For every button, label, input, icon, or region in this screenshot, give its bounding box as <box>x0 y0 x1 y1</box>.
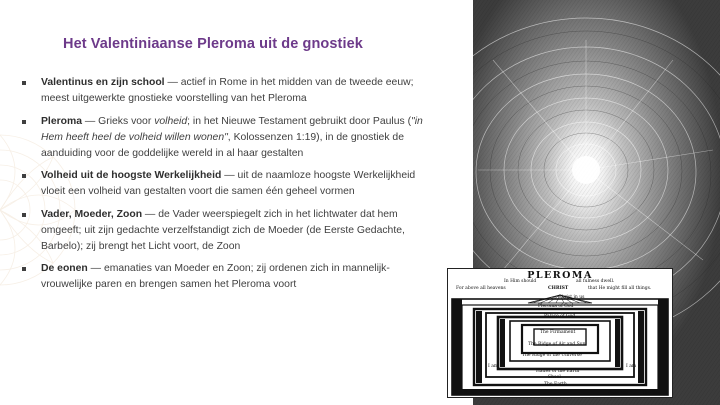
bullet-term: Valentinus en zijn school <box>41 77 165 88</box>
bullet-text: , Kolossenzen 1:19), in de gnostiek de aanduiding voor de goddelijke wereld in al haar gestalten <box>41 131 404 159</box>
diagram-label: Apes bright <box>488 391 515 396</box>
diagram-label: Pleroma of God <box>538 304 574 309</box>
bullet-emphasis: volheid <box>154 115 188 127</box>
diagram-label: The Earth <box>544 382 567 387</box>
diagram-label: In Him should <box>504 279 537 284</box>
diagram-label: The Ridge of Air and Sun <box>528 342 586 347</box>
bullet-term: Vader, Moeder, Zoon <box>41 208 143 220</box>
diagram-label: The Ridge of the Universe <box>522 353 582 358</box>
bullet-list <box>22 75 440 300</box>
bullet-icon <box>22 81 26 85</box>
diagram-label: Palace of God <box>544 314 576 319</box>
bullet-item <box>22 168 440 200</box>
pleroma-diagram <box>447 268 673 398</box>
bullet-text: — emanaties van Moeder en Zoon; zij ordenen zich in mannelijk-vrouwelijke paren en brengen samen het Pleroma voort <box>41 263 390 290</box>
bullet-item <box>22 75 440 107</box>
bullet-term: De eonen <box>41 263 88 274</box>
diagram-label: Apes sea <box>608 391 629 396</box>
bullet-icon <box>22 174 26 178</box>
diagram-label: that He might fill all things. <box>588 286 652 291</box>
bullet-text: — actief in Rome in het midden van de tweede eeuw; meest uitgewerkte gnostieke voorstelling van het Pleroma <box>41 77 414 104</box>
diagram-label: The Firmament <box>540 330 576 335</box>
bullet-text: ; in het Nieuwe Testament gebruikt door Paulus ( <box>187 115 412 127</box>
bullet-icon <box>22 213 26 217</box>
diagram-label: For above all heavens <box>456 286 506 291</box>
diagram-label: CHRIST <box>548 286 569 291</box>
bullet-text: — de Vader weerspiegelt zich in het lichtwater dat hem omgeeft; uit zijn gedachte verzelfstandigt zich de Moeder (de Eerste Gedachte, Barbelo); zij brengt het Licht voort, de Zoon <box>41 208 405 252</box>
bullet-term: Volheid uit de hoogste Werkelijkheid <box>41 170 222 181</box>
bullet-text: — Grieks voor <box>82 115 155 127</box>
diagram-label: Sheol <box>548 375 561 380</box>
bullet-text: — uit de naamloze hoogste Werkelijkheid vloeit een volheid van gestalten voort die samen één geheel vormen <box>41 170 416 197</box>
slide-title: Het Valentiniaanse Pleroma uit de gnostiek <box>63 36 363 52</box>
diagram-label: The Deep <box>454 391 476 396</box>
bullet-quote: "in Hem heeft heel de volheid willen wonen" <box>41 115 423 143</box>
bullet-icon <box>22 120 26 124</box>
bullet-item <box>22 207 440 255</box>
bullet-item <box>22 261 440 293</box>
diagram-label: I am <box>488 364 499 369</box>
diagram-title: PLEROMA <box>527 270 593 281</box>
diagram-label: Hades of the Earth <box>536 369 580 374</box>
diagram-label: I am <box>626 364 637 369</box>
diagram-label: Christ in us <box>558 295 585 300</box>
bullet-icon <box>22 267 26 271</box>
diagram-label: all fulness dwell. <box>576 279 615 284</box>
diagram-label: The Sea <box>642 391 661 396</box>
bullet-term: Pleroma <box>41 115 83 127</box>
bullet-item <box>22 114 440 162</box>
